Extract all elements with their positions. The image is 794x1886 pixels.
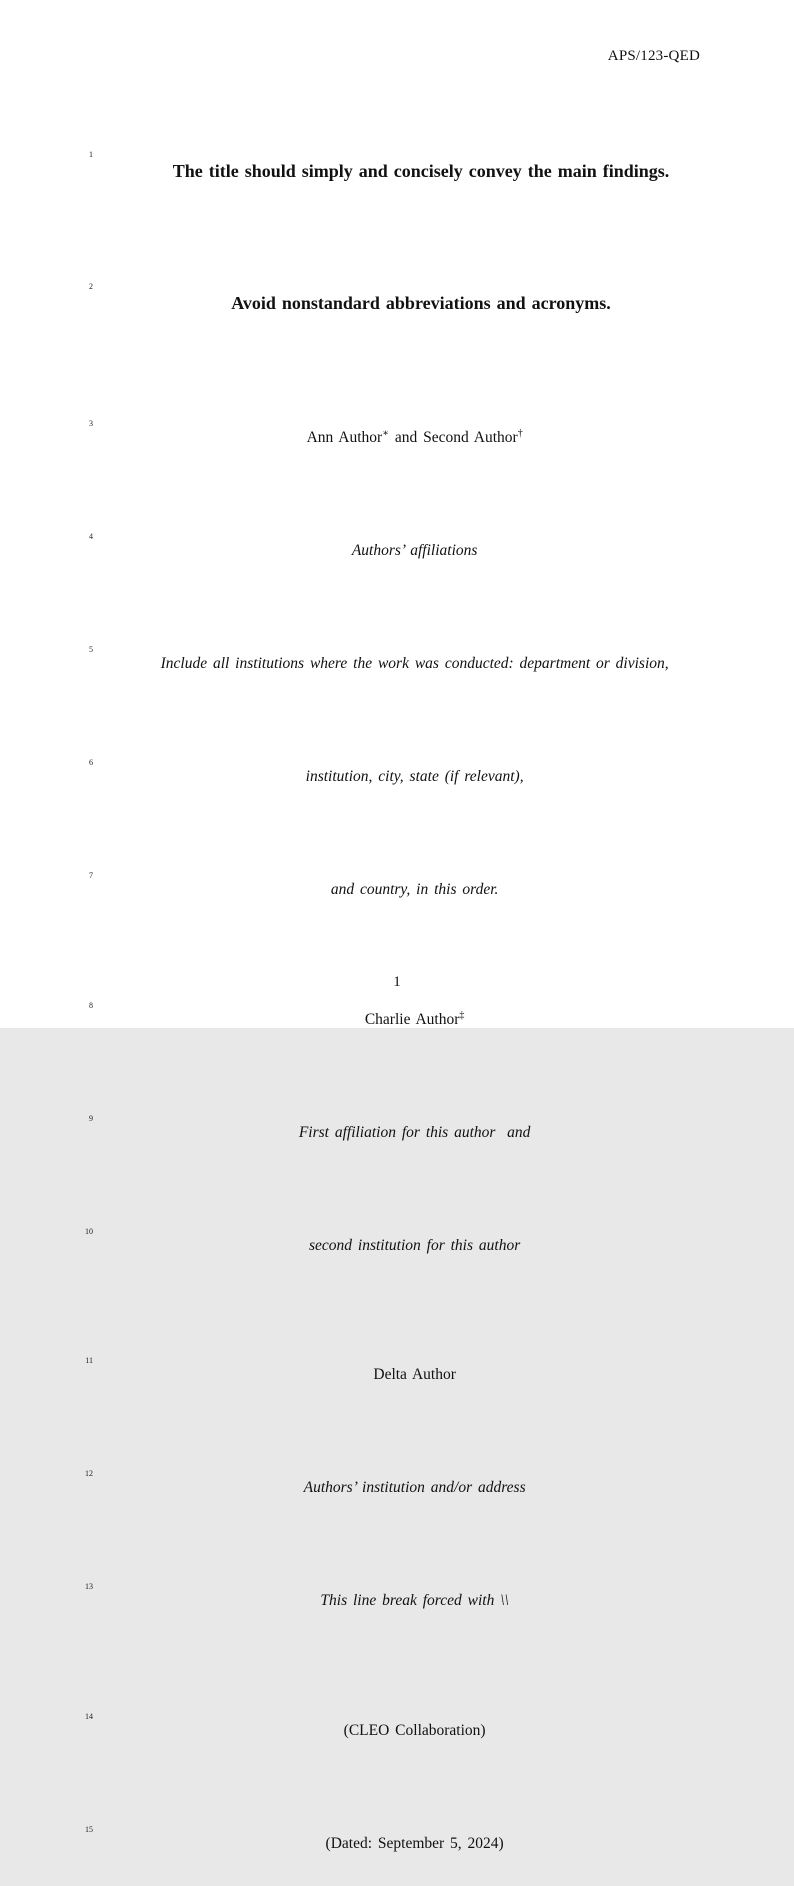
margin-line-number-14: 14 xyxy=(85,1711,93,1721)
affiliation-line xyxy=(47,1418,747,1531)
group-gap xyxy=(47,1289,747,1305)
title-text-1: The title should simply and concisely convey the main findings. xyxy=(172,161,670,181)
margin-line-number-1: 1 xyxy=(89,150,93,159)
margin-line-number-4: 4 xyxy=(89,531,93,541)
margin-line-number-7: 7 xyxy=(89,871,93,881)
margin-line-number-13: 13 xyxy=(85,1582,93,1592)
author-line-group-1 xyxy=(47,367,747,480)
affiliation-text: Include all institutions where the work was conducted: department or division, xyxy=(160,654,669,672)
affiliation-line xyxy=(47,820,747,933)
affiliation-line xyxy=(47,707,747,820)
margin-line-number-11: 11 xyxy=(85,1356,93,1366)
author-name-text: Delta Author xyxy=(373,1366,456,1384)
margin-line-number-15: 15 xyxy=(85,1824,93,1834)
affiliation-line xyxy=(47,1531,747,1644)
footnote-marker-asterisk: ∗ xyxy=(382,427,389,439)
affiliation-text: institution, city, state (if relevant), xyxy=(305,768,524,786)
margin-line-number-2: 2 xyxy=(89,282,93,291)
affiliation-text: Authors’ institution and/or address xyxy=(303,1479,526,1497)
author-name-text: and Second Author xyxy=(388,428,518,446)
collaboration-text: (CLEO Collaboration) xyxy=(343,1721,486,1739)
affiliation-line xyxy=(47,480,747,593)
affiliation-text: Authors’ affiliations xyxy=(351,541,478,559)
page-number: 1 xyxy=(393,974,401,990)
author-name-text: Ann Author xyxy=(306,428,383,446)
margin-line-number-10: 10 xyxy=(85,1226,93,1236)
author-line-group-3 xyxy=(47,1305,747,1418)
author-line-group-2 xyxy=(47,949,747,1062)
affiliation-text: This line break forced with \\ xyxy=(320,1592,509,1610)
date-line xyxy=(47,1773,747,1886)
title-block xyxy=(47,89,747,353)
group-gap xyxy=(47,1644,747,1660)
preprint-tag: APS/123-QED xyxy=(607,48,700,64)
title-gap xyxy=(47,353,747,367)
affiliation-text: and country, in this order. xyxy=(330,881,499,899)
affiliation-text: First affiliation for this author and xyxy=(298,1123,531,1141)
margin-line-number-12: 12 xyxy=(85,1469,93,1479)
title-line-1 xyxy=(47,89,747,221)
footnote-marker-dagger: † xyxy=(517,427,523,439)
margin-line-number-3: 3 xyxy=(89,418,93,428)
group-gap xyxy=(47,933,747,949)
affiliation-line xyxy=(47,593,747,706)
footnote-marker-double-dagger: ‡ xyxy=(459,1009,465,1021)
affiliation-line xyxy=(47,1175,747,1288)
affiliation-line xyxy=(47,1062,747,1175)
margin-line-number-5: 5 xyxy=(89,644,93,654)
date-text: (Dated: September 5, 2024) xyxy=(325,1834,504,1852)
affiliation-text: second institution for this author xyxy=(309,1236,521,1254)
margin-line-number-6: 6 xyxy=(89,758,93,768)
margin-line-number-8: 8 xyxy=(89,1000,93,1010)
author-name-text: Charlie Author xyxy=(364,1010,460,1028)
title-line-2 xyxy=(47,221,747,353)
front-matter xyxy=(47,0,747,1886)
margin-line-number-9: 9 xyxy=(89,1113,93,1123)
collaboration-line xyxy=(47,1660,747,1773)
title-text-2: Avoid nonstandard abbreviations and acronyms. xyxy=(231,293,611,313)
